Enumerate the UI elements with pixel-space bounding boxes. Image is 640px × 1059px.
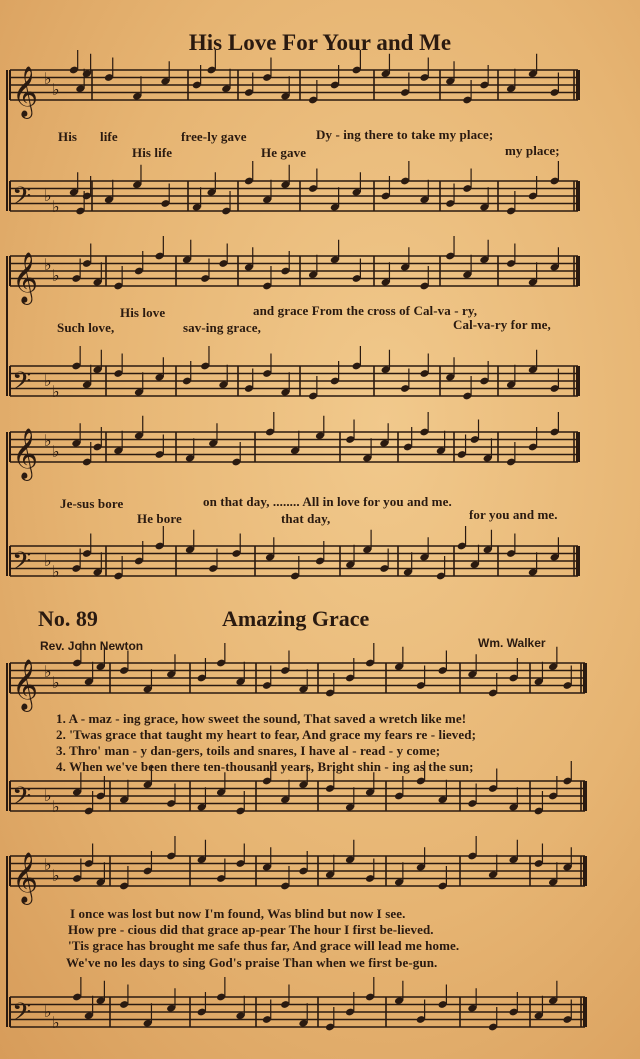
lyric-line: His [58,129,78,144]
lyric-line: He bore [137,511,182,526]
lyric-line: Dy - ing there to take my place; [316,127,494,142]
lyric-line: Cal-va-ry for me, [453,317,551,332]
verse-line: 3. Thro' man - y dan-gers, toils and snares, I have al - read - y come; [56,743,441,758]
hymn-number: No. 89 [38,606,98,631]
flat-icon: ♭ [44,255,52,274]
lyric-line: Je-sus bore [60,496,124,511]
flat-icon: ♭ [44,551,52,570]
verse-line: How pre - cious did that grace ap-pear The hour I first be-lieved. [68,922,434,937]
hymn-title-amazing-grace: Amazing Grace [222,606,370,631]
bass-clef-icon: 𝄢 [12,547,32,582]
flat-icon: ♭ [52,197,60,216]
verse-line: 'Tis grace has brought me safe thus far, And grace will lead me home. [68,938,460,953]
flat-icon: ♭ [52,266,60,285]
flat-icon: ♭ [52,866,60,885]
treble-clef-icon: 𝄞 [12,66,39,117]
author-credit: Rev. John Newton [40,639,144,653]
composer-credit: Wm. Walker [478,636,546,650]
flat-icon: ♭ [52,797,60,816]
flat-icon: ♭ [52,442,60,461]
flat-icon: ♭ [52,562,60,581]
bass-clef-icon: 𝄢 [12,367,32,402]
flat-icon: ♭ [44,786,52,805]
lyric-line: that day, [281,511,331,526]
flat-icon: ♭ [44,662,52,681]
lyric-line: Such love, [57,320,115,335]
flat-icon: ♭ [44,69,52,88]
bass-clef-icon: 𝄢 [12,998,32,1033]
lyric-line: life [100,129,118,144]
lyric-line: my place; [505,143,560,158]
verse-line: I once was lost but now I'm found, Was blind but now I see. [70,906,406,921]
bass-clef-icon: 𝄢 [12,182,32,217]
treble-clef-icon: 𝄞 [12,252,39,303]
flat-icon: ♭ [52,673,60,692]
verse-line: 2. 'Twas grace that taught my heart to fear, And grace my fears re - lieved; [56,727,477,742]
lyric-line: and grace From the cross of Cal-va - ry, [253,303,478,318]
lyric-line: His life [132,145,173,160]
flat-icon: ♭ [52,1013,60,1032]
treble-clef-icon: 𝄞 [12,659,39,710]
flat-icon: ♭ [44,371,52,390]
verse-line: We've no les days to sing God's praise Than when we first be-gun. [66,955,438,970]
flat-icon: ♭ [44,186,52,205]
lyric-line: His love [120,305,166,320]
flat-icon: ♭ [44,1002,52,1021]
flat-icon: ♭ [44,855,52,874]
lyric-line: on that day, ........ All in love for you and me. [203,494,452,509]
flat-icon: ♭ [52,382,60,401]
lyric-line: free-ly gave [181,129,247,144]
verse-line: 4. When we've been there ten-thousand years, Bright shin - ing as the sun; [56,759,474,774]
bass-clef-icon: 𝄢 [12,782,32,817]
flat-icon: ♭ [52,80,60,99]
treble-clef-icon: 𝄞 [12,428,39,479]
lyric-line: sav-ing grace, [183,320,261,335]
lyric-line: He gave [261,145,307,160]
verse-line: 1. A - maz - ing grace, how sweet the sound, That saved a wretch like me! [56,711,467,726]
lyric-line: for you and me. [469,507,558,522]
hymn-title-his-love: His Love For Your and Me [188,30,452,55]
flat-icon: ♭ [44,431,52,450]
treble-clef-icon: 𝄞 [12,852,39,903]
